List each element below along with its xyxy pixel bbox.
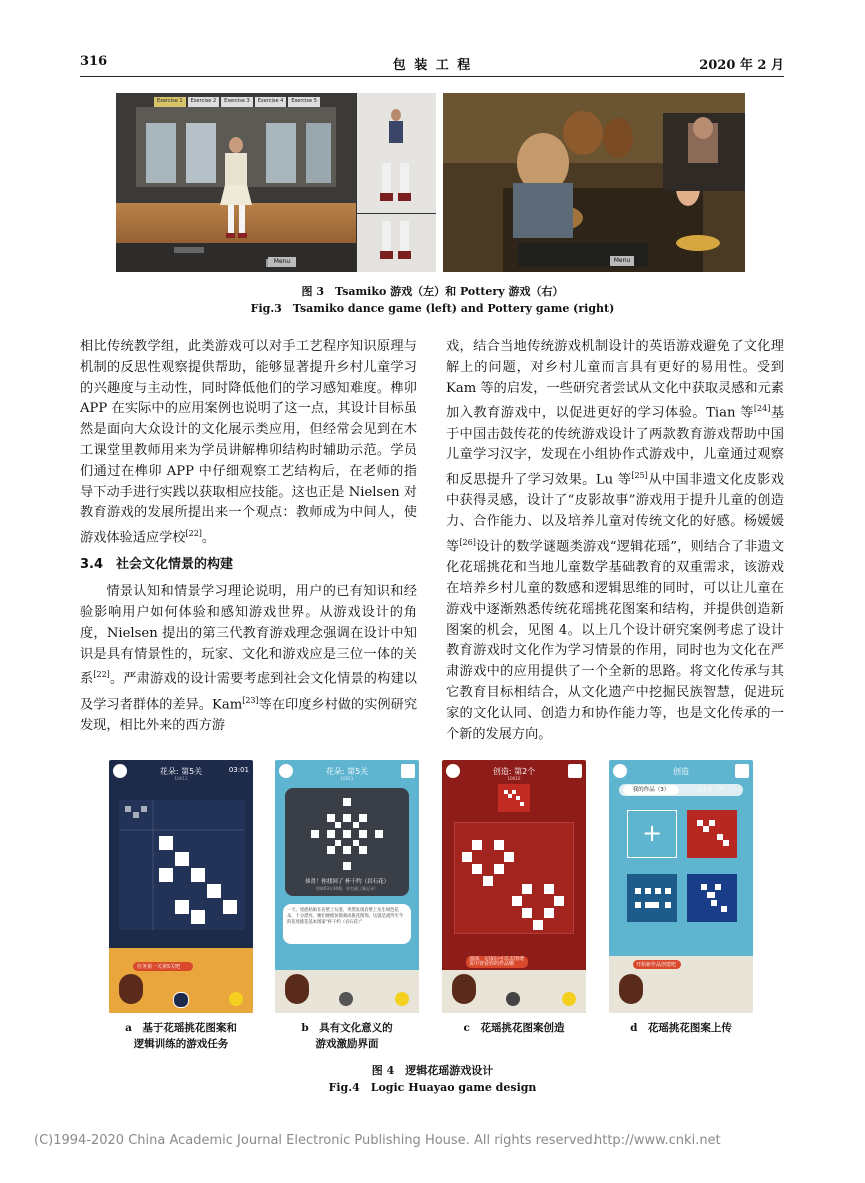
pause-icon[interactable] — [173, 992, 189, 1008]
screen-c-bubble-text: 加油，完成后可以去图谱页中查看你的作品哦 — [469, 956, 525, 967]
reward-subtext: 用时03分10秒，你打破了新记录！ — [315, 886, 379, 891]
right-para-c: 从中国非遗文化皮影戏中获得灵感，设计了“皮影故事”游戏用于提升儿童的创造力、合作能力、以及培养儿童对传统文化的好感。杨媛媛等 — [446, 472, 784, 555]
reward-card — [285, 788, 409, 896]
screen-b-subtitle: 10X11 — [340, 776, 354, 781]
preview-pattern — [498, 784, 530, 812]
tab-exercise-1[interactable]: Exercise 1 — [154, 97, 186, 107]
character-avatar-d — [619, 974, 643, 1004]
sub-caption-c: c 花瑶挑花图案创造 — [463, 1022, 565, 1034]
screen-d-title: 创造 — [673, 767, 689, 776]
creation-grid[interactable] — [454, 822, 574, 934]
tab-exercise-2[interactable]: Exercise 2 — [188, 97, 220, 107]
left-para-1 — [80, 337, 417, 549]
rock-flower-pattern — [307, 794, 387, 874]
character-avatar-c — [452, 974, 476, 1004]
tab-uploaded[interactable]: 已上传（2） — [696, 787, 728, 793]
tab-exercise-3[interactable]: Exercise 3 — [221, 97, 253, 107]
undo-icon[interactable] — [229, 992, 243, 1006]
tab-my-works[interactable]: 我的作品（3） — [623, 785, 679, 795]
new-work-plus-button[interactable]: + — [627, 810, 677, 858]
sub-caption-b — [266, 1020, 428, 1052]
puzzle-grid[interactable] — [119, 800, 245, 930]
right-para-d: 设计的数学谜题类游戏“逻辑花瑶”，则结合了非遗文化花瑶挑花和当地儿童数学基础教育的双重需求，该游戏在培养乡村儿童的数感和逻辑思维的同时，可以让儿童在游戏中逐渐熟悉传统花瑶挑花图案和结构，并提供创造新图案的机会，见图 4。以上几个设计研究案例考虑了设计教育游戏时文化作为学习情景的作用，同时也为文化在严肃游戏中的应用提供了一个全新的思路。将文化传承与其它教育目标相结合，从文化遗产中挖掘民族智慧，促进玩家的文化认同、创造力和协作能力等，也是文化传承的一个新的发展方向。 — [446, 539, 785, 742]
sub-caption-a-line1: a 基于花瑶挑花图案和 — [125, 1022, 237, 1034]
reward-text: 恭喜！你找回了 杯干约（岩石花） — [304, 879, 390, 885]
ref-23: [23] — [242, 695, 259, 705]
confirm-check-icon[interactable] — [506, 992, 520, 1006]
screen-a-timer: 03:01 — [228, 766, 249, 774]
work-thumbnail-red[interactable] — [687, 810, 737, 858]
character-avatar-b — [285, 974, 309, 1004]
next-arrow-icon[interactable] — [395, 992, 409, 1006]
sub-caption-a — [100, 1020, 262, 1052]
sub-caption-b-line2: 游戏激励界面 — [315, 1038, 379, 1050]
screen-a-subtitle: 10X11 — [174, 776, 188, 781]
fig4-caption-cn: 图 4 逻辑花瑶游戏设计 — [371, 1064, 494, 1077]
screen-b — [275, 760, 419, 1013]
screen-c-title: 创造: 第2个 — [492, 767, 536, 776]
work-thumbnail-blue[interactable] — [687, 874, 737, 922]
left-column — [80, 337, 417, 737]
left-para-2b: 。严肃游戏的设计需要考虑到社会文化情景的构建以及学习者群体的差异。Kam — [80, 671, 417, 712]
story-bubble: 一天，瑶族姑娘在岩壁上玩耍，突然发现岩壁上丛生绿色花朵，十分漂亮，她们便模仿描刻成挑花图饰。这就是流传至今的花瑶挑花基本图案“杯干约（岩石花）” — [283, 904, 411, 944]
sub-caption-a-line2: 逻辑训练的游戏任务 — [133, 1038, 229, 1050]
tsamiko-scene — [116, 93, 436, 272]
cnki-url[interactable]: http://www.cnki.net — [594, 1133, 721, 1148]
left-para-1-text: 相比传统教学组，此类游戏可以对手工艺程序知识原理与机制的反思性观察提供帮助，能够显著提升乡村儿童学习的兴趣度与主动性，同时降低他们的学习感知难度。榫卯 APP 在实际中的应用案例也说明了这一点，其设计目标虽然是面向大众设计的文化展示类应用，但经常会见到在木工课堂里教师用来为学员讲解榫卯结构时辅助示范。学员们通过在榫卯 APP 中仔细观察工艺结构后，在老师的指导下动手进行实践以获取相应技能。这也正是 Nielsen 对教育游戏的发展所提出来一个观点：教师成为中间人，使游戏体验适应学校 — [80, 339, 417, 546]
fig3-caption-cn: 图 3 Tsamiko 游戏（左）和 Pottery 游戏（右） — [301, 285, 564, 298]
ref-25: [25] — [631, 471, 648, 481]
tsamiko-menu-button[interactable]: Menu — [268, 257, 296, 267]
journal-name: 包 装 工 程 — [392, 58, 473, 73]
left-para-2a: 情景认知和情景学习理论说明，用户的已有知识和经验影响用户如何体验和感知游戏世界。从游戏设计的角度，Nielsen 提出的第三代教育游戏理念强调在设计中知识是具有情景性的，玩家、文化和游戏应是三位一体的关系 — [80, 584, 417, 687]
tab-exercise-5[interactable]: Exercise 5 — [288, 97, 320, 107]
ref-22: [22] — [185, 529, 202, 539]
copyright-footer: (C)1994-2020 China Academic Journal Electronic Publishing House. All rights reserved. — [34, 1133, 597, 1148]
fig4-caption-en: Fig.4 Logic Huayao game design — [328, 1081, 537, 1094]
right-para — [446, 337, 784, 745]
screen-c-subtitle: 10X10 — [507, 776, 521, 781]
camera-icon[interactable] — [339, 992, 353, 1006]
header-rule — [80, 76, 784, 77]
screen-d-bubble — [633, 960, 681, 969]
issue-date: 2020 年 2 月 — [699, 58, 784, 73]
screen-a — [109, 760, 253, 1013]
ref-22b: [22] — [93, 670, 110, 680]
page-number: 316 — [80, 54, 108, 69]
screen-d — [609, 760, 753, 1013]
work-thumbnail-teal[interactable] — [627, 874, 677, 922]
character-avatar — [119, 974, 143, 1004]
screen-b-title: 花朵: 第5关 — [325, 767, 369, 776]
right-para-a: 戏，结合当地传统游戏机制设计的英语游戏避免了文化理解上的问题，对乡村儿童而言具有更好的易用性。受到 Kam 等的启发，一些研究者尝试从文化中获取灵感和元素加入教育游戏中，以促进更好的学习体验。Tian 等 — [446, 339, 784, 421]
left-para-2 — [80, 582, 417, 736]
screen-a-bubble — [133, 962, 193, 971]
left-para-2c: 等在印度乡村做的实例研究发现，相比外来的西方游 — [80, 696, 418, 733]
works-tabs — [619, 784, 743, 796]
screen-a-title: 花朵: 第5关 — [159, 767, 203, 776]
ref-24: [24] — [753, 404, 771, 414]
left-para-1-end: 。 — [201, 530, 216, 546]
screen-a-bubble-text: 任务第一关第5关吧 — [137, 964, 181, 970]
ref-26: [26] — [459, 537, 476, 547]
right-para-b: 基于中国击鼓传花的传统游戏设计了两款教育游戏帮助中国儿童学习汉字，发现在小组协作式游戏中，儿童通过观察和反思提升了学习效果。Lu 等 — [446, 405, 785, 488]
fig3-caption-en: Fig.3 Tsamiko dance game (left) and Pottery game (right) — [250, 302, 615, 315]
sub-caption-d: d 花瑶挑花图案上传 — [630, 1022, 732, 1034]
tab-exercise-4[interactable]: Exercise 4 — [255, 97, 287, 107]
screen-d-bubble-text: 开始新作品创建吧 — [636, 962, 677, 968]
sub-caption-b-line1: b 具有文化意义的 — [301, 1022, 393, 1034]
fig3-pottery-image — [443, 93, 745, 272]
screen-c — [442, 760, 586, 1013]
section-title: 3.4 社会文化情景的构建 — [80, 557, 234, 573]
right-column — [446, 337, 784, 745]
screen-c-bubble — [466, 956, 528, 968]
undo-icon-c[interactable] — [562, 992, 576, 1006]
exercise-tabs — [154, 97, 324, 107]
pottery-scene — [443, 93, 745, 272]
fig3-tsamiko-image — [116, 93, 436, 272]
pottery-menu-button[interactable]: Menu — [610, 256, 634, 266]
